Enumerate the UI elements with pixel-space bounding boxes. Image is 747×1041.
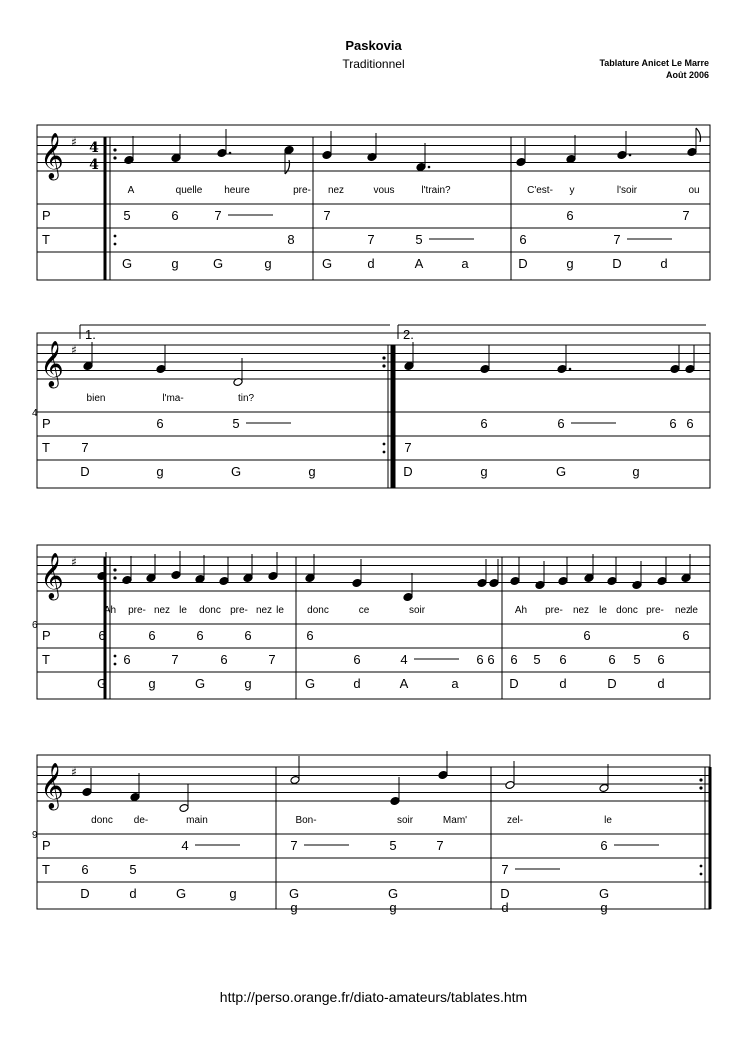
bass-chord: g <box>264 256 272 271</box>
push-button-number: 6 <box>583 628 591 643</box>
bass-chord: G <box>304 676 316 691</box>
lyric-syllable: quelle <box>175 185 203 196</box>
repeat-dot <box>113 576 116 579</box>
push-row-label: P <box>42 628 51 643</box>
repeat-dot <box>383 443 386 446</box>
bass-chord: G <box>230 464 242 479</box>
bass-chord: G <box>288 886 300 901</box>
lyric-syllable: soir <box>408 605 426 616</box>
note-3-21 <box>681 554 691 582</box>
lyric-syllable: l'soir <box>616 185 638 196</box>
system-2 <box>32 325 710 488</box>
bass-chord-low: g <box>290 900 298 915</box>
note-3-1 <box>97 552 107 580</box>
note-2-2 <box>156 345 166 373</box>
note-4-1 <box>82 768 92 796</box>
lyric-syllable: l'train? <box>421 185 451 196</box>
lyric-syllable: A <box>127 185 135 196</box>
bass-chord: g <box>308 464 316 479</box>
bass-chord: d <box>559 676 567 691</box>
note-3-13 <box>489 559 499 587</box>
lyric-syllable: donc <box>307 605 329 616</box>
bass-chord: G <box>321 256 333 271</box>
pull-button-number: 7 <box>404 440 412 455</box>
pull-button-number: 6 <box>487 652 495 667</box>
bass-chord: D <box>612 256 622 271</box>
lyric-syllable: vous <box>373 185 395 196</box>
pull-button-number: 6 <box>123 652 131 667</box>
bass-chord: a <box>451 676 459 691</box>
lyric-syllable: le <box>599 605 607 616</box>
pull-row-label: T <box>42 440 50 455</box>
push-button-number: 5 <box>123 208 131 223</box>
bass-chord: d <box>657 676 665 691</box>
bass-chord: g <box>566 256 574 271</box>
lyric-syllable: le <box>690 605 698 616</box>
credit-author: Tablature Anicet Le Marre <box>599 58 709 68</box>
treble-clef-icon: 𝄞 <box>40 133 64 179</box>
lyric-syllable: Ah <box>514 605 528 616</box>
bass-chord: d <box>129 886 137 901</box>
treble-clef-icon: 𝄞 <box>40 763 64 809</box>
bass-chord: g <box>148 676 156 691</box>
lyric-syllable: ce <box>358 605 370 616</box>
system-frame <box>37 333 710 488</box>
bass-chord: G <box>555 464 567 479</box>
note-3-10 <box>352 559 362 587</box>
lyric-syllable: C'est- <box>527 185 553 196</box>
bass-chord: G <box>387 886 399 901</box>
lyric-syllable: donc <box>616 605 638 616</box>
note-flag <box>696 128 701 142</box>
repeat-dot <box>114 655 117 658</box>
pull-button-number: 7 <box>268 652 276 667</box>
note-3-9 <box>305 554 315 582</box>
pull-button-number: 6 <box>510 652 518 667</box>
note-4-2 <box>130 773 140 801</box>
pull-button-number: 5 <box>415 232 423 247</box>
note-2-8 <box>685 345 695 373</box>
lyric-syllable: heure <box>224 185 250 196</box>
pull-button-number: 7 <box>171 652 179 667</box>
push-button-number: 7 <box>214 208 222 223</box>
pull-button-number: 6 <box>608 652 616 667</box>
bass-chord: D <box>500 886 510 901</box>
note-2-1 <box>83 342 93 370</box>
bass-chord: D <box>403 464 413 479</box>
credit-date: Août 2006 <box>665 70 709 80</box>
push-button-number: 5 <box>389 838 397 853</box>
push-button-number: 6 <box>171 208 179 223</box>
pull-button-number: 6 <box>559 652 567 667</box>
note-3-12 <box>477 559 487 587</box>
bass-chord: d <box>367 256 375 271</box>
key-sharp-icon: ♯ <box>71 765 77 779</box>
push-button-number: 7 <box>682 208 690 223</box>
bass-chord: g <box>229 886 237 901</box>
lyric-syllable: pre- <box>230 605 248 616</box>
push-button-number: 6 <box>669 416 677 431</box>
pull-button-number: 5 <box>533 652 541 667</box>
note-1-4 <box>284 146 294 174</box>
pull-button-number: 7 <box>613 232 621 247</box>
treble-clef-icon: 𝄞 <box>40 553 64 599</box>
push-button-number: 6 <box>306 628 314 643</box>
volta-label: 2. <box>403 327 414 342</box>
pull-button-number: 4 <box>400 652 408 667</box>
push-button-number: 6 <box>148 628 156 643</box>
note-1-1 <box>124 136 134 164</box>
note-3-16 <box>558 557 568 585</box>
repeat-dot <box>382 364 385 367</box>
lyric-syllable: le <box>276 605 284 616</box>
push-button-number: 7 <box>290 838 298 853</box>
page-title: Paskovia <box>345 38 402 53</box>
pull-button-number: 6 <box>353 652 361 667</box>
repeat-dot <box>113 568 116 571</box>
time-sig-top: 4 <box>89 140 99 156</box>
note-2-4 <box>404 342 414 370</box>
bass-chord: g <box>171 256 179 271</box>
note-dot <box>428 166 431 169</box>
measure-number: 6 <box>32 620 38 631</box>
repeat-dot <box>699 778 702 781</box>
push-button-number: 6 <box>557 416 565 431</box>
note-1-8 <box>516 138 526 166</box>
pull-button-number: 6 <box>220 652 228 667</box>
note-3-11 <box>403 573 413 601</box>
bass-chord: D <box>518 256 528 271</box>
lyric-syllable: nez <box>153 605 171 616</box>
push-button-number: 6 <box>600 838 608 853</box>
lyric-syllable: main <box>186 815 208 826</box>
note-3-17 <box>584 554 594 582</box>
pull-button-number: 7 <box>501 862 509 877</box>
bass-chord: G <box>598 886 610 901</box>
note-1-2 <box>171 134 181 162</box>
bass-chord-low: g <box>389 900 397 915</box>
push-button-number: 6 <box>196 628 204 643</box>
bass-chord: G <box>194 676 206 691</box>
note-dot <box>569 368 572 371</box>
bass-chord: D <box>80 464 90 479</box>
treble-clef-icon: 𝄞 <box>40 341 64 387</box>
repeat-dot <box>114 235 117 238</box>
bass-chord: G <box>121 256 133 271</box>
note-3-2 <box>122 556 132 584</box>
lyric-syllable: le <box>179 605 187 616</box>
push-row-label: P <box>42 208 51 223</box>
note-3-6 <box>219 557 229 585</box>
push-button-number: 6 <box>480 416 488 431</box>
system-3 <box>32 545 710 699</box>
push-button-number: 6 <box>682 628 690 643</box>
repeat-dot <box>383 451 386 454</box>
lyric-syllable: ou <box>688 185 700 196</box>
note-3-7 <box>243 554 253 582</box>
bass-chord: g <box>480 464 488 479</box>
bass-chord: a <box>461 256 469 271</box>
lyric-syllable: pre- <box>646 605 664 616</box>
pull-button-number: 6 <box>519 232 527 247</box>
push-button-number: 7 <box>323 208 331 223</box>
push-button-number: 6 <box>98 628 106 643</box>
bass-chord-low: g <box>600 900 608 915</box>
repeat-dot <box>700 865 703 868</box>
bass-chord: G <box>212 256 224 271</box>
lyric-syllable: nez <box>572 605 590 616</box>
lyric-syllable: pre- <box>545 605 563 616</box>
note-1-3 <box>217 129 231 157</box>
note-2-7 <box>670 345 680 373</box>
pull-button-number: 6 <box>81 862 89 877</box>
note-4-5 <box>390 777 400 805</box>
note-dot <box>229 152 232 155</box>
key-sharp-icon: ♯ <box>71 555 77 569</box>
repeat-dot <box>114 663 117 666</box>
bass-chord: d <box>660 256 668 271</box>
repeat-dot <box>699 786 702 789</box>
lyric-syllable: donc <box>199 605 221 616</box>
lyric-syllable: pre- <box>128 605 146 616</box>
bass-chord: D <box>607 676 617 691</box>
lyric-syllable: tin? <box>237 393 255 404</box>
bass-chord-low: d <box>501 900 509 915</box>
lyric-syllable: soir <box>396 815 414 826</box>
bass-chord: A <box>399 676 409 691</box>
note-2-6 <box>557 345 571 373</box>
note-4-3 <box>179 784 189 812</box>
lyric-syllable: le <box>604 815 612 826</box>
repeat-dot <box>113 148 116 151</box>
push-button-number: 4 <box>181 838 189 853</box>
pull-button-number: 6 <box>657 652 665 667</box>
note-3-8 <box>268 552 278 580</box>
pull-row-label: T <box>42 862 50 877</box>
bass-chord: G <box>175 886 187 901</box>
lyric-syllable: y <box>569 185 575 196</box>
system-4 <box>32 751 710 915</box>
push-button-number: 7 <box>436 838 444 853</box>
volta-label: 1. <box>85 327 96 342</box>
repeat-dot <box>113 156 116 159</box>
lyric-syllable: nez <box>674 605 692 616</box>
lyric-syllable: nez <box>255 605 273 616</box>
push-button-number: 6 <box>686 416 694 431</box>
push-button-number: 6 <box>156 416 164 431</box>
bass-chord: G <box>96 676 108 691</box>
key-sharp-icon: ♯ <box>71 343 77 357</box>
repeat-dot <box>382 356 385 359</box>
bass-chord: D <box>509 676 519 691</box>
repeat-dot <box>700 873 703 876</box>
note-3-18 <box>607 557 617 585</box>
bass-chord: d <box>353 676 361 691</box>
bass-chord: D <box>80 886 90 901</box>
system-1 <box>37 125 710 280</box>
pull-button-number: 5 <box>129 862 137 877</box>
pull-button-number: 7 <box>81 440 89 455</box>
push-button-number: 6 <box>566 208 574 223</box>
push-button-number: 5 <box>232 416 240 431</box>
note-1-11 <box>687 128 701 156</box>
note-dot <box>629 154 632 157</box>
lyric-syllable: de- <box>133 815 149 826</box>
note-1-7 <box>416 143 430 171</box>
note-3-20 <box>657 557 667 585</box>
note-3-14 <box>510 557 520 585</box>
pull-button-number: 5 <box>633 652 641 667</box>
lyric-syllable: Bon- <box>295 815 317 826</box>
measure-number: 9 <box>32 830 38 841</box>
key-sharp-icon: ♯ <box>71 135 77 149</box>
lyric-syllable: donc <box>91 815 113 826</box>
lyric-syllable: Ah <box>103 605 117 616</box>
pull-row-label: T <box>42 652 50 667</box>
note-1-9 <box>566 135 576 163</box>
push-row-label: P <box>42 416 51 431</box>
pull-button-number: 8 <box>287 232 295 247</box>
bass-chord: g <box>156 464 164 479</box>
note-4-4 <box>290 756 300 784</box>
bass-chord: A <box>414 256 424 271</box>
repeat-dot <box>114 243 117 246</box>
lyric-syllable: bien <box>86 393 106 404</box>
pull-button-number: 7 <box>367 232 375 247</box>
note-4-8 <box>599 764 609 792</box>
lyric-syllable: Mam' <box>442 815 468 826</box>
bass-chord: g <box>244 676 252 691</box>
pull-row-label: T <box>42 232 50 247</box>
footer-url[interactable]: http://perso.orange.fr/diato-amateurs/tablates.htm <box>219 989 528 1005</box>
time-sig-bottom: 4 <box>89 157 99 173</box>
lyric-syllable: zel- <box>506 815 524 826</box>
note-3-5 <box>195 555 205 583</box>
page-subtitle: Traditionnel <box>342 57 405 71</box>
push-row-label: P <box>42 838 51 853</box>
pull-button-number: 6 <box>476 652 484 667</box>
note-3-3 <box>146 554 156 582</box>
measure-number: 4 <box>32 408 38 419</box>
lyric-syllable: pre- <box>293 185 311 196</box>
push-button-number: 6 <box>244 628 252 643</box>
note-2-5 <box>480 345 490 373</box>
lyric-syllable: nez <box>327 185 345 196</box>
lyric-syllable: l'ma- <box>162 393 184 404</box>
bass-chord: g <box>632 464 640 479</box>
